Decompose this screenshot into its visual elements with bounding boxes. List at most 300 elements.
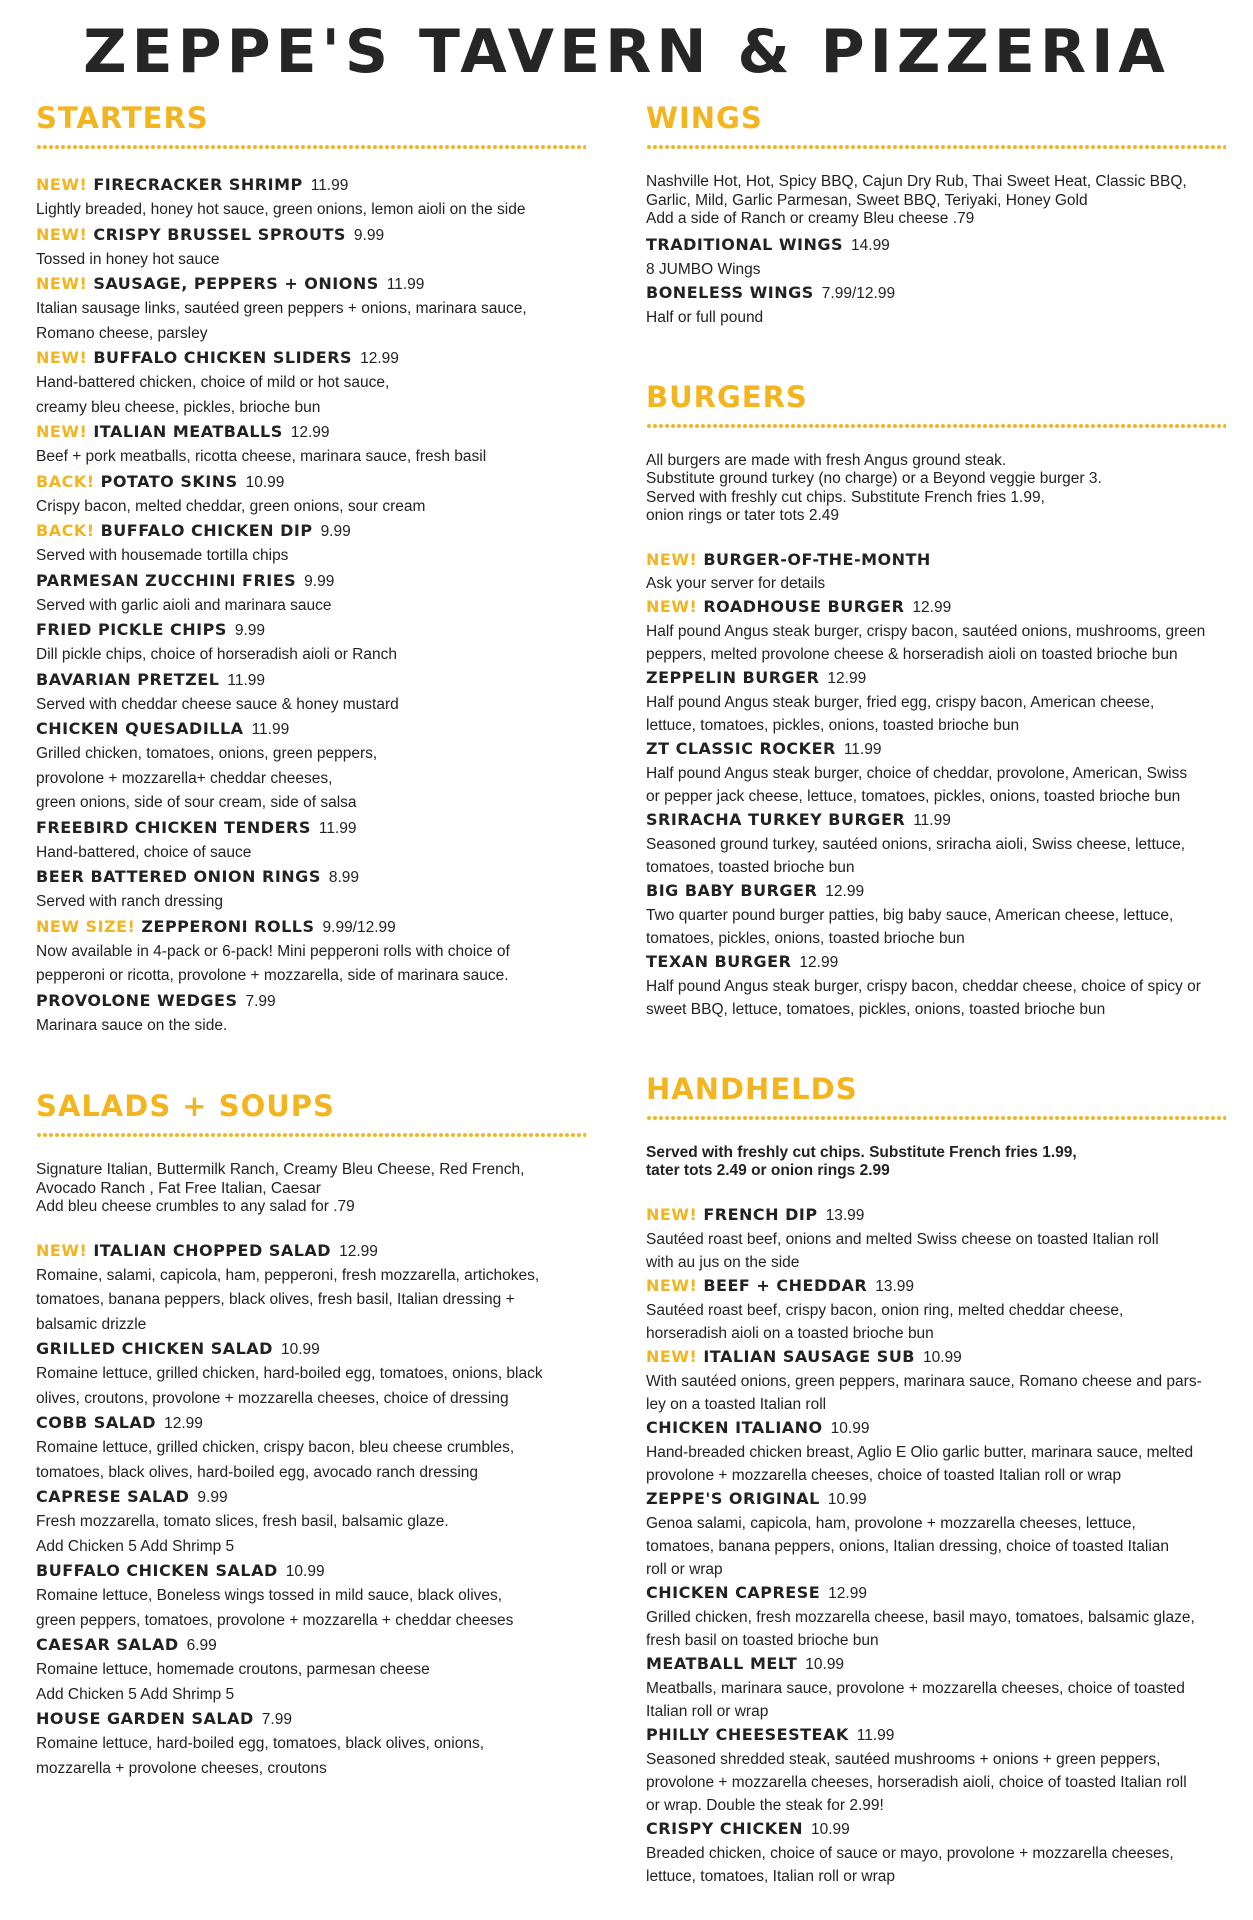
description-line: pepperoni or ricotta, provolone + mozzarella, side of marinara sauce. [36, 967, 509, 984]
description-line: tomatoes, banana peppers, black olives, fresh basil, Italian dressing + [36, 1291, 515, 1308]
item-description [646, 1748, 1226, 1817]
item-badge: BACK! [36, 521, 95, 540]
description-line: Tossed in honey hot sauce [36, 250, 220, 268]
item-description [36, 841, 586, 866]
description-line: Romaine, salami, capicola, ham, pepperoni, fresh mozzarella, artichokes, [36, 1266, 540, 1284]
item-price: 12.99 [828, 1584, 867, 1602]
item-price: 10.99 [923, 1348, 962, 1366]
note-line: Nashville Hot, Hot, Spicy BBQ, Cajun Dry Rub, Thai Sweet Heat, Classic BBQ, [646, 173, 1187, 190]
item-name: BIG BABY BURGER [646, 880, 818, 900]
item-price: 12.99 [825, 882, 865, 900]
item-name-line [646, 879, 1226, 904]
item-name: BUFFALO CHICKEN SLIDERS [93, 348, 353, 367]
item-description [36, 495, 586, 520]
item-price: 10.99 [810, 1820, 850, 1838]
item-description [36, 1362, 586, 1411]
item-badge: BACK! [36, 471, 95, 491]
item-price: 9.99 [320, 523, 351, 540]
item-name-line [36, 865, 586, 890]
item-name: BEEF + CHEDDAR [703, 1275, 868, 1295]
description-line: Served with garlic aioli and marinara sauce [36, 596, 332, 614]
description-line: Grilled chicken, tomatoes, onions, green peppers, [36, 745, 378, 762]
item-price: 10.99 [280, 1341, 320, 1358]
menu-item [646, 1345, 1226, 1416]
item-name: FRIED PICKLE CHIPS [36, 620, 227, 639]
description-line: Lightly breaded, honey hot sauce, green onions, lemon aioli on the side [36, 201, 526, 218]
menu-item [36, 1559, 586, 1633]
intro-line: Served with freshly cut chips. Substitute French fries 1.99, [646, 1143, 1077, 1161]
item-name: BUFFALO CHICKEN DIP [100, 521, 313, 540]
description-line: Genoa salami, capicola, ham, provolone + mozzarella cheeses, lettuce, [646, 1514, 1136, 1532]
item-name-line [36, 519, 586, 544]
item-badge: NEW! [646, 596, 698, 616]
note-line: Add a side of Ranch or creamy Bleu cheese .79 [646, 210, 975, 227]
item-badge: NEW! [36, 224, 88, 244]
item-name: ZEPPELIN BURGER [646, 667, 820, 687]
item-name: GRILLED CHICKEN SALAD [36, 1339, 273, 1358]
item-description [646, 904, 1226, 950]
description-line: Ask your server for details [646, 574, 826, 592]
item-price: 10.99 [827, 1490, 867, 1508]
item-name: POTATO SKINS [100, 471, 238, 491]
left-column [36, 101, 586, 1781]
menu-item [646, 1203, 1226, 1274]
item-price: 7.99/12.99 [821, 284, 896, 302]
menu-item [646, 595, 1226, 666]
item-price: 11.99 [386, 276, 425, 293]
description-line: Romaine lettuce, hard-boiled egg, tomatoes, black olives, onions, [36, 1735, 485, 1752]
item-price: 12.99 [290, 424, 330, 441]
item-name-line [36, 470, 586, 495]
item-price: 11.99 [843, 740, 882, 758]
item-name: PARMESAN ZUCCHINI FRIES [36, 570, 297, 590]
item-price: 9.99 [353, 226, 385, 244]
item-name: ITALIAN SAUSAGE SUB [703, 1346, 915, 1366]
menu-item [646, 666, 1226, 737]
item-description [36, 1510, 586, 1559]
item-name: FRENCH DIP [703, 1204, 818, 1224]
menu-item [646, 1723, 1226, 1817]
item-name-line [646, 1723, 1226, 1748]
item-price: 12.99 [339, 1242, 378, 1260]
description-line: olives, croutons, provolone + mozzarella cheeses, choice of dressing [36, 1389, 509, 1407]
item-description [646, 691, 1226, 737]
description-line: peppers, melted provolone cheese & horseradish aioli on toasted brioche bun [646, 645, 1178, 663]
description-line: Half pound Angus steak burger, choice of cheddar, provolone, American, Swiss [646, 764, 1188, 782]
description-line: green onions, side of sour cream, side of salsa [36, 794, 357, 811]
section-title: HANDHELDS [646, 1071, 858, 1106]
intro-line: Add bleu cheese crumbles to any salad for .79 [36, 1198, 355, 1215]
dotted-divider [36, 1133, 586, 1137]
item-name: BAVARIAN PRETZEL [36, 669, 220, 689]
item-name: ITALIAN CHOPPED SALAD [93, 1240, 332, 1260]
item-description [36, 1658, 586, 1707]
item-price: 8.99 [328, 869, 360, 886]
description-line: Sautéed roast beef, crispy bacon, onion ring, melted cheddar cheese, [646, 1301, 1124, 1319]
description-line: 8 JUMBO Wings [646, 260, 761, 278]
item-badge: NEW! [36, 175, 88, 194]
description-line: provolone + mozzarella cheeses, choice of toasted Italian roll or wrap [646, 1466, 1122, 1484]
item-name-line [646, 1203, 1226, 1228]
description-line: roll or wrap [646, 1560, 723, 1578]
item-name: ITALIAN MEATBALLS [93, 422, 283, 441]
item-badge: NEW! [36, 348, 88, 367]
item-name-line [646, 1487, 1226, 1512]
description-line: Add Chicken 5 Add Shrimp 5 [36, 1537, 235, 1555]
description-line: Half or full pound [646, 308, 764, 326]
item-name-line [36, 915, 586, 940]
item-name-line [36, 816, 586, 841]
item-name-line [646, 1817, 1226, 1842]
dotted-divider [646, 1116, 1226, 1120]
section-title: WINGS [646, 101, 763, 135]
item-name-line [646, 1581, 1226, 1606]
description-line: Served with cheddar cheese sauce & honey mustard [36, 695, 399, 713]
item-name: ZEPPERONI ROLLS [141, 916, 315, 936]
item-name: CHICKEN ITALIANO [646, 1417, 823, 1437]
item-name: TRADITIONAL WINGS [646, 234, 844, 254]
description-line: Beef + pork meatballs, ricotta cheese, marinara sauce, fresh basil [36, 448, 487, 465]
intro-line: Substitute ground turkey (no charge) or a Beyond veggie burger 3. [646, 470, 1102, 487]
section-note [646, 173, 1226, 229]
menu-item [36, 1633, 586, 1707]
description-line: lettuce, tomatoes, Italian roll or wrap [646, 1867, 895, 1885]
page-title: ZEPPE'S TAVERN & PIZZERIA [83, 17, 1170, 87]
item-price: 12.99 [827, 669, 867, 687]
item-name: BONELESS WINGS [646, 282, 814, 302]
item-name: SAUSAGE, PEPPERS + ONIONS [93, 274, 379, 293]
item-description [646, 1677, 1226, 1723]
item-price: 12.99 [360, 350, 399, 367]
item-name: MEATBALL MELT [646, 1653, 798, 1673]
item-name: PROVOLONE WEDGES [36, 990, 238, 1010]
menu-item [36, 223, 586, 273]
item-name: CRISPY CHICKEN [646, 1818, 803, 1838]
description-line: Add Chicken 5 Add Shrimp 5 [36, 1685, 235, 1703]
description-line: provolone + mozzarella+ cheddar cheeses, [36, 769, 333, 787]
item-name-line [36, 1633, 586, 1658]
description-line: Half pound Angus steak burger, crispy bacon, sautéed onions, mushrooms, green [646, 622, 1206, 640]
item-name-line [36, 1707, 586, 1732]
section-burgers [646, 329, 1226, 1021]
item-price: 12.99 [912, 598, 952, 616]
description-line: Fresh mozzarella, tomato slices, fresh basil, balsamic glaze. [36, 1513, 449, 1530]
item-description [36, 371, 586, 420]
item-badge: NEW! [646, 549, 698, 569]
item-name-line [36, 1411, 586, 1436]
item-description [36, 890, 586, 915]
description-line: Two quarter pound burger patties, big baby sauce, American cheese, lettuce, [646, 906, 1174, 924]
description-line: Romano cheese, parsley [36, 324, 208, 342]
item-price: 10.99 [805, 1655, 845, 1673]
description-line: Half pound Angus steak burger, fried egg, crispy bacon, American cheese, [646, 693, 1155, 711]
description-line: green peppers, tomatoes, provolone + mozzarella + cheddar cheeses [36, 1611, 514, 1629]
item-name: CRISPY BRUSSEL SPROUTS [93, 224, 346, 244]
item-name-line [36, 668, 586, 693]
item-name-line [36, 618, 586, 643]
item-name-line [646, 595, 1226, 620]
item-description [36, 1732, 586, 1781]
item-price: 9.99 [304, 572, 335, 590]
item-name-line [36, 1485, 586, 1510]
description-line: Hand-battered chicken, choice of mild or hot sauce, [36, 374, 390, 391]
section-starters [36, 101, 586, 1038]
section-title: SALADS + SOUPS [36, 1089, 335, 1123]
item-description [36, 1436, 586, 1485]
section-handhelds [646, 1021, 1226, 1888]
menu-item [36, 346, 586, 420]
section-spacer [646, 329, 1226, 383]
menu-item [36, 816, 586, 866]
description-line: horseradish aioli on a toasted brioche bun [646, 1324, 934, 1342]
description-line: Romaine lettuce, homemade croutons, parmesan cheese [36, 1661, 430, 1678]
item-price: 14.99 [851, 236, 890, 254]
description-line: tomatoes, banana peppers, onions, Italian dressing, choice of toasted Italian [646, 1537, 1170, 1555]
item-price: 12.99 [164, 1415, 203, 1432]
item-name: COBB SALAD [36, 1413, 157, 1432]
description-line: Italian sausage links, sautéed green peppers + onions, marinara sauce, [36, 300, 527, 317]
menu-item [36, 1485, 586, 1559]
item-description [36, 1264, 586, 1338]
menu-item [36, 519, 586, 569]
menu-item [646, 1581, 1226, 1652]
intro-line: Avocado Ranch , Fat Free Italian, Caesar [36, 1179, 321, 1197]
menu-item [36, 717, 586, 816]
item-price: 7.99 [245, 992, 276, 1010]
description-line: lettuce, tomatoes, pickles, onions, toasted brioche bun [646, 716, 1020, 734]
item-badge: NEW! [646, 1346, 698, 1366]
right-column [646, 101, 1226, 1888]
item-name-line [646, 233, 1226, 258]
description-line: with au jus on the side [646, 1253, 800, 1271]
item-price: 13.99 [825, 1206, 865, 1224]
intro-line: onion rings or tater tots 2.49 [646, 507, 840, 524]
item-name-line [36, 1239, 586, 1264]
item-description [36, 742, 586, 816]
menu-item [646, 281, 1226, 329]
menu-item [36, 1337, 586, 1411]
item-name: CHICKEN QUESADILLA [36, 719, 244, 738]
description-line: or wrap. Double the steak for 2.99! [646, 1796, 884, 1814]
item-price: 12.99 [799, 953, 839, 971]
description-line: With sautéed onions, green peppers, marinara sauce, Romano cheese and pars- [646, 1372, 1202, 1390]
menu-item [646, 1274, 1226, 1345]
section-spacer [36, 1038, 586, 1092]
item-name-line [36, 173, 586, 198]
item-description [646, 258, 1226, 281]
description-line: fresh basil on toasted brioche bun [646, 1631, 879, 1649]
description-line: ley on a toasted Italian roll [646, 1395, 827, 1413]
description-line: Served with ranch dressing [36, 893, 223, 910]
item-price: 11.99 [913, 811, 951, 829]
item-badge: NEW! [36, 1240, 88, 1260]
item-name-line [36, 346, 586, 371]
item-description [646, 975, 1226, 1021]
item-description [646, 620, 1226, 666]
intro-line: All burgers are made with fresh Angus ground steak. [646, 451, 1007, 469]
item-name: ZT CLASSIC ROCKER [646, 738, 836, 758]
item-description [646, 762, 1226, 808]
section-wings [646, 101, 1226, 329]
menu-item [36, 173, 586, 223]
menu-item [646, 1652, 1226, 1723]
item-price: 9.99/12.99 [322, 918, 396, 936]
item-price: 10.99 [285, 1563, 325, 1580]
item-name-line [646, 1652, 1226, 1677]
item-description [646, 572, 1226, 595]
item-price: 11.99 [318, 819, 357, 837]
section-intro [646, 452, 1226, 526]
description-line: provolone + mozzarella cheeses, horseradish aioli, choice of toasted Italian roll [646, 1773, 1187, 1791]
item-name-line [36, 272, 586, 297]
description-line: Romaine lettuce, Boneless wings tossed in mild sauce, black olives, [36, 1587, 503, 1604]
dotted-divider [646, 424, 1226, 428]
description-line: Served with housemade tortilla chips [36, 547, 289, 564]
item-name: CAESAR SALAD [36, 1635, 179, 1654]
note-line: Garlic, Mild, Garlic Parmesan, Sweet BBQ, Teriyaki, Honey Gold [646, 191, 1088, 209]
menu-item [36, 1239, 586, 1338]
description-line: Italian roll or wrap [646, 1702, 769, 1720]
menu-item [36, 915, 586, 989]
description-line: Half pound Angus steak burger, crispy bacon, cheddar cheese, choice of spicy or [646, 977, 1201, 995]
intro-line: tater tots 2.49 or onion rings 2.99 [646, 1162, 890, 1179]
item-price: 11.99 [227, 671, 266, 689]
item-name: BUFFALO CHICKEN SALAD [36, 1561, 278, 1580]
description-line: tomatoes, black olives, hard-boiled egg, avocado ranch dressing [36, 1463, 479, 1481]
description-line: creamy bleu cheese, pickles, brioche bun [36, 398, 321, 416]
item-badge: NEW SIZE! [36, 916, 136, 936]
item-name-line [646, 1416, 1226, 1441]
item-badge: NEW! [646, 1204, 698, 1224]
item-price: 11.99 [856, 1726, 895, 1744]
description-line: Sautéed roast beef, onions and melted Swiss cheese on toasted Italian roll [646, 1230, 1159, 1248]
menu-item [36, 668, 586, 718]
item-description [646, 1512, 1226, 1581]
menu-item [36, 865, 586, 915]
item-name: ZEPPE'S ORIGINAL [646, 1488, 820, 1508]
description-line: Romaine lettuce, grilled chicken, hard-boiled egg, tomatoes, onions, black [36, 1365, 543, 1382]
description-line: Romaine lettuce, grilled chicken, crispy bacon, bleu cheese crumbles, [36, 1439, 515, 1456]
item-name-line [646, 1345, 1226, 1370]
item-description [36, 940, 586, 989]
section-intro [36, 1161, 586, 1217]
item-name-line [36, 569, 586, 594]
menu-item [646, 950, 1226, 1021]
item-name: ROADHOUSE BURGER [703, 596, 905, 616]
description-line: or pepper jack cheese, lettuce, tomatoes, pickles, onions, toasted brioche bun [646, 787, 1181, 805]
item-price: 9.99 [197, 1489, 228, 1506]
menu-item [36, 569, 586, 619]
item-name-line [36, 989, 586, 1014]
section-title: BURGERS [646, 379, 808, 414]
item-name: TEXAN BURGER [646, 951, 792, 971]
description-line: Hand-battered, choice of sauce [36, 843, 252, 861]
item-price: 7.99 [261, 1711, 292, 1728]
item-description [36, 198, 586, 223]
menu-item [646, 737, 1226, 808]
menu-item [646, 233, 1226, 281]
description-line: Hand-breaded chicken breast, Aglio E Olio garlic butter, marinara sauce, melted [646, 1443, 1194, 1461]
item-name-line [36, 420, 586, 445]
item-price: 11.99 [310, 177, 349, 194]
description-line: mozzarella + provolone cheeses, croutons [36, 1759, 327, 1777]
item-description [36, 248, 586, 273]
item-name: PHILLY CHEESESTEAK [646, 1724, 849, 1744]
description-line: Seasoned shredded steak, sautéed mushrooms + onions + green peppers, [646, 1750, 1161, 1768]
item-name: BURGER-OF-THE-MONTH [703, 549, 931, 569]
item-description [646, 833, 1226, 879]
item-name-line [646, 950, 1226, 975]
menu-item [36, 1411, 586, 1485]
item-description [646, 306, 1226, 329]
item-name-line [646, 548, 1226, 572]
item-name-line [36, 1559, 586, 1584]
description-line: sweet BBQ, lettuce, tomatoes, pickles, onions, toasted brioche bun [646, 1000, 1106, 1018]
menu-item [646, 1487, 1226, 1581]
item-description [646, 1606, 1226, 1652]
item-price: 9.99 [234, 622, 266, 639]
dotted-divider [36, 145, 586, 149]
item-name: CHICKEN CAPRESE [646, 1582, 821, 1602]
item-name-line [646, 1274, 1226, 1299]
description-line: Seasoned ground turkey, sautéed onions, sriracha aioli, Swiss cheese, lettuce, [646, 835, 1186, 853]
description-line: tomatoes, toasted brioche bun [646, 858, 855, 876]
item-description [646, 1370, 1226, 1416]
description-line: Marinara sauce on the side. [36, 1016, 228, 1034]
intro-line: Served with freshly cut chips. Substitute French fries 1.99, [646, 488, 1045, 506]
menu-item [36, 1707, 586, 1781]
menu-item [36, 470, 586, 520]
item-description [646, 1228, 1226, 1274]
dotted-divider [646, 145, 1226, 149]
item-name-line [36, 1337, 586, 1362]
section-intro [646, 1144, 1226, 1181]
item-description [36, 544, 586, 569]
menu-item [36, 989, 586, 1039]
menu-item [36, 618, 586, 668]
menu-item [646, 808, 1226, 879]
menu-item [646, 548, 1226, 595]
item-badge: NEW! [36, 274, 88, 293]
item-description [36, 297, 586, 346]
menu-item [36, 420, 586, 470]
item-description [646, 1441, 1226, 1487]
description-line: Crispy bacon, melted cheddar, green onions, sour cream [36, 497, 426, 515]
menu-item [646, 1416, 1226, 1487]
item-name: BEER BATTERED ONION RINGS [36, 867, 321, 886]
item-name: CAPRESE SALAD [36, 1487, 190, 1506]
section-spacer [646, 1021, 1226, 1075]
description-line: Grilled chicken, fresh mozzarella cheese, basil mayo, tomatoes, balsamic glaze, [646, 1608, 1195, 1626]
item-name: SRIRACHA TURKEY BURGER [646, 809, 906, 829]
item-description [646, 1299, 1226, 1345]
item-name-line [646, 281, 1226, 306]
item-name-line [646, 666, 1226, 691]
item-description [36, 1014, 586, 1039]
item-price: 6.99 [186, 1637, 217, 1654]
item-name: HOUSE GARDEN SALAD [36, 1709, 254, 1728]
item-description [36, 643, 586, 668]
item-name-line [36, 717, 586, 742]
item-name-line [646, 808, 1226, 833]
item-price: 10.99 [830, 1419, 870, 1437]
intro-line: Signature Italian, Buttermilk Ranch, Creamy Bleu Cheese, Red French, [36, 1161, 525, 1178]
item-name: FREEBIRD CHICKEN TENDERS [36, 817, 311, 837]
menu-item [646, 879, 1226, 950]
item-price: 11.99 [251, 721, 290, 738]
item-description [36, 1584, 586, 1633]
item-badge: NEW! [36, 422, 88, 441]
